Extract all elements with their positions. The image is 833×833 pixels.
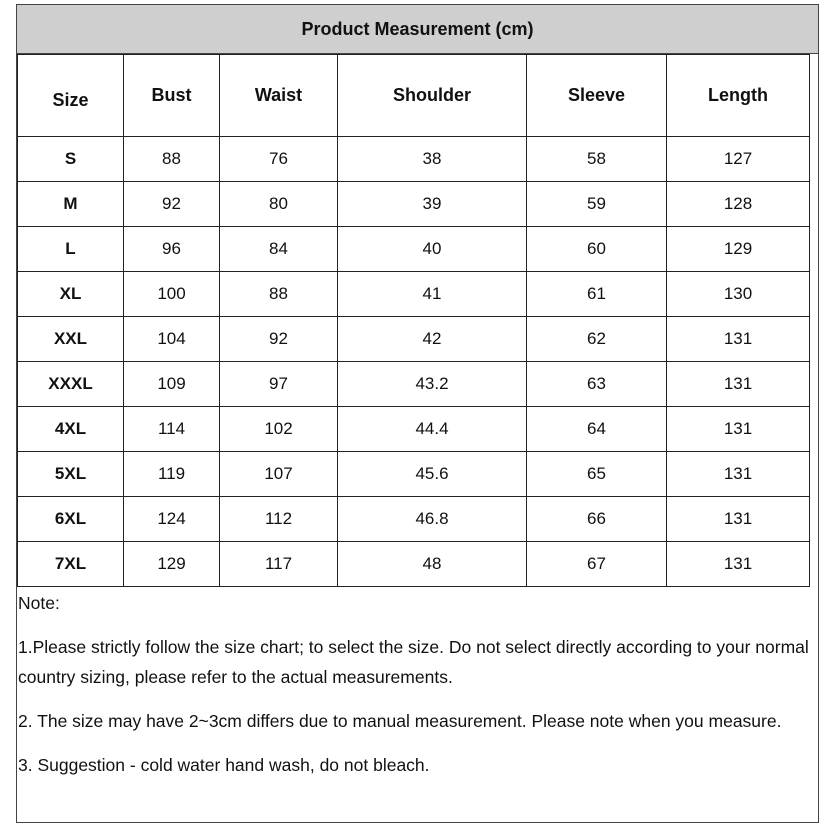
measurement-cell-shoulder: 43.2: [338, 362, 527, 407]
size-table: [17, 54, 810, 587]
measurement-cell-sleeve: 58: [527, 137, 667, 182]
table-body: [18, 137, 810, 587]
measurement-cell-waist: 76: [220, 137, 338, 182]
measurement-cell-sleeve: 64: [527, 407, 667, 452]
measurement-cell-waist: 107: [220, 452, 338, 497]
measurement-cell-bust: 104: [124, 317, 220, 362]
measurement-cell-sleeve: 63: [527, 362, 667, 407]
measurement-cell-bust: 114: [124, 407, 220, 452]
measurement-cell-shoulder: 40: [338, 227, 527, 272]
measurement-cell-sleeve: 60: [527, 227, 667, 272]
notes-heading: Note:: [18, 593, 60, 613]
measurement-cell-shoulder: 42: [338, 317, 527, 362]
measurement-cell-shoulder: 44.4: [338, 407, 527, 452]
table-row: [18, 317, 810, 362]
measurement-cell-sleeve: 66: [527, 497, 667, 542]
column-header-size: Size: [18, 55, 124, 137]
note-item-2: 2. The size may have 2~3cm differs due to manual measurement. Please note when you measure.: [18, 711, 782, 731]
note-item-1: 1.Please strictly follow the size chart; to select the size. Do not select directly according to your normal country sizing, please refer to the actual measurements.: [18, 637, 809, 687]
table-row: [18, 182, 810, 227]
measurement-cell-waist: 92: [220, 317, 338, 362]
measurement-cell-bust: 96: [124, 227, 220, 272]
size-cell: XL: [18, 272, 124, 317]
measurement-cell-length: 131: [667, 497, 810, 542]
size-cell: M: [18, 182, 124, 227]
note-item-3: 3. Suggestion - cold water hand wash, do not bleach.: [18, 755, 430, 775]
size-cell: 4XL: [18, 407, 124, 452]
measurement-cell-shoulder: 39: [338, 182, 527, 227]
measurement-cell-length: 131: [667, 362, 810, 407]
measurement-cell-shoulder: 45.6: [338, 452, 527, 497]
measurement-cell-sleeve: 59: [527, 182, 667, 227]
measurement-cell-bust: 100: [124, 272, 220, 317]
table-row: [18, 542, 810, 587]
table-title: Product Measurement (cm): [17, 5, 818, 54]
size-cell: L: [18, 227, 124, 272]
measurement-cell-waist: 102: [220, 407, 338, 452]
notes-section: [17, 588, 818, 780]
measurement-cell-waist: 97: [220, 362, 338, 407]
measurement-cell-sleeve: 61: [527, 272, 667, 317]
measurement-cell-bust: 109: [124, 362, 220, 407]
column-header-bust: Bust: [124, 55, 220, 137]
measurement-cell-length: 131: [667, 542, 810, 587]
measurement-cell-bust: 124: [124, 497, 220, 542]
measurement-cell-sleeve: 65: [527, 452, 667, 497]
size-cell: XXXL: [18, 362, 124, 407]
size-cell: 6XL: [18, 497, 124, 542]
measurement-cell-bust: 129: [124, 542, 220, 587]
column-header-waist: Waist: [220, 55, 338, 137]
measurement-cell-length: 128: [667, 182, 810, 227]
measurement-cell-shoulder: 46.8: [338, 497, 527, 542]
table-row: [18, 227, 810, 272]
measurement-cell-sleeve: 67: [527, 542, 667, 587]
table-row: [18, 137, 810, 182]
table-row: [18, 272, 810, 317]
measurement-cell-waist: 117: [220, 542, 338, 587]
measurement-cell-waist: 88: [220, 272, 338, 317]
size-cell: S: [18, 137, 124, 182]
measurement-cell-length: 130: [667, 272, 810, 317]
column-header-shoulder: Shoulder: [338, 55, 527, 137]
column-header-length: Length: [667, 55, 810, 137]
measurement-cell-length: 131: [667, 452, 810, 497]
size-cell: 7XL: [18, 542, 124, 587]
size-cell: XXL: [18, 317, 124, 362]
measurement-cell-waist: 84: [220, 227, 338, 272]
table-row: [18, 452, 810, 497]
measurement-cell-length: 127: [667, 137, 810, 182]
measurement-cell-bust: 88: [124, 137, 220, 182]
measurement-cell-waist: 112: [220, 497, 338, 542]
measurement-cell-length: 129: [667, 227, 810, 272]
measurement-cell-sleeve: 62: [527, 317, 667, 362]
measurement-cell-shoulder: 41: [338, 272, 527, 317]
measurement-cell-length: 131: [667, 407, 810, 452]
measurement-cell-shoulder: 38: [338, 137, 527, 182]
measurement-cell-bust: 119: [124, 452, 220, 497]
measurement-cell-bust: 92: [124, 182, 220, 227]
column-header-sleeve: Sleeve: [527, 55, 667, 137]
measurement-cell-length: 131: [667, 317, 810, 362]
table-header-row: [18, 55, 810, 137]
measurement-sheet: [16, 4, 819, 823]
measurement-cell-waist: 80: [220, 182, 338, 227]
table-row: [18, 362, 810, 407]
size-cell: 5XL: [18, 452, 124, 497]
table-row: [18, 497, 810, 542]
table-row: [18, 407, 810, 452]
measurement-cell-shoulder: 48: [338, 542, 527, 587]
